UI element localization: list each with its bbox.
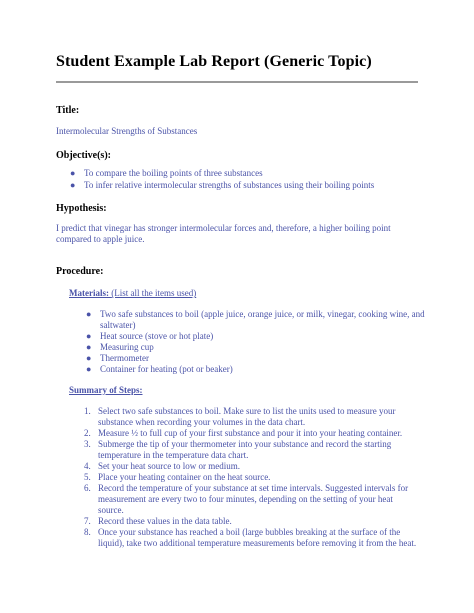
materials-note: (List all the items used) bbox=[111, 288, 197, 298]
bullet-icon: ● bbox=[86, 331, 92, 341]
step-number: 5. bbox=[84, 472, 91, 482]
step-number: 3. bbox=[84, 439, 91, 449]
material-text: Two safe substances to boil (apple juice, orange juice, or milk, vinegar, cooking wine, and saltwater) bbox=[100, 309, 425, 330]
bullet-icon: ● bbox=[86, 342, 92, 352]
bullet-icon: ● bbox=[86, 353, 92, 363]
step-number: 7. bbox=[84, 516, 91, 526]
title-label: Title: bbox=[56, 105, 80, 116]
hypothesis-label: Hypothesis: bbox=[56, 203, 107, 214]
objective-text: To infer relative intermolecular strengths of substances using their boiling points bbox=[84, 180, 375, 190]
step-text: Place your heating container on the heat source. bbox=[98, 472, 271, 482]
hypothesis-text: I predict that vinegar has stronger intermolecular forces and, therefore, a higher boiling point compared to apple juice. bbox=[56, 223, 391, 244]
step-text: Measure ½ to full cup of your first substance and pour it into your heating container. bbox=[98, 428, 403, 438]
step-number: 4. bbox=[84, 461, 91, 471]
procedure-label: Procedure: bbox=[56, 266, 104, 277]
title-divider bbox=[56, 81, 418, 83]
material-text: Heat source (stove or hot plate) bbox=[100, 331, 214, 341]
step-number: 2. bbox=[84, 428, 91, 438]
objectives-label: Objective(s): bbox=[56, 150, 111, 161]
materials-label: Materials: bbox=[69, 288, 109, 298]
title-value: Intermolecular Strengths of Substances bbox=[56, 126, 198, 136]
step-text: Record these values in the data table. bbox=[98, 516, 232, 526]
step-number: 1. bbox=[84, 406, 91, 416]
steps-heading: Summary of Steps: bbox=[69, 385, 143, 395]
step-number: 8. bbox=[84, 527, 91, 537]
objective-text: To compare the boiling points of three substances bbox=[84, 168, 263, 178]
step-text: Submerge the tip of your thermometer into your substance and record the starting temperature in the temperature data chart. bbox=[98, 439, 392, 460]
bullet-icon: ● bbox=[86, 364, 92, 374]
step-text: Record the temperature of your substance at set time intervals. Suggested intervals for measurement are every two to four minutes, depending on the setting of your heat source. bbox=[98, 483, 409, 515]
document-title: Student Example Lab Report (Generic Topic) bbox=[56, 53, 372, 70]
material-text: Container for heating (pot or beaker) bbox=[100, 364, 233, 374]
step-number: 6. bbox=[84, 483, 91, 493]
materials-heading bbox=[69, 288, 196, 298]
material-text: Thermometer bbox=[100, 353, 149, 363]
bullet-icon: ● bbox=[86, 309, 92, 319]
step-text: Set your heat source to low or medium. bbox=[98, 461, 240, 471]
bullet-icon: ● bbox=[70, 180, 76, 190]
material-text: Measuring cup bbox=[100, 342, 154, 352]
step-text: Once your substance has reached a boil (large bubbles breaking at the surface of the liquid), take two additional temperature measurements before removing it from the heat. bbox=[98, 527, 417, 548]
bullet-icon: ● bbox=[70, 168, 76, 178]
step-text: Select two safe substances to boil. Make sure to list the units used to measure your substance when recording your volumes in the data chart. bbox=[98, 406, 396, 427]
